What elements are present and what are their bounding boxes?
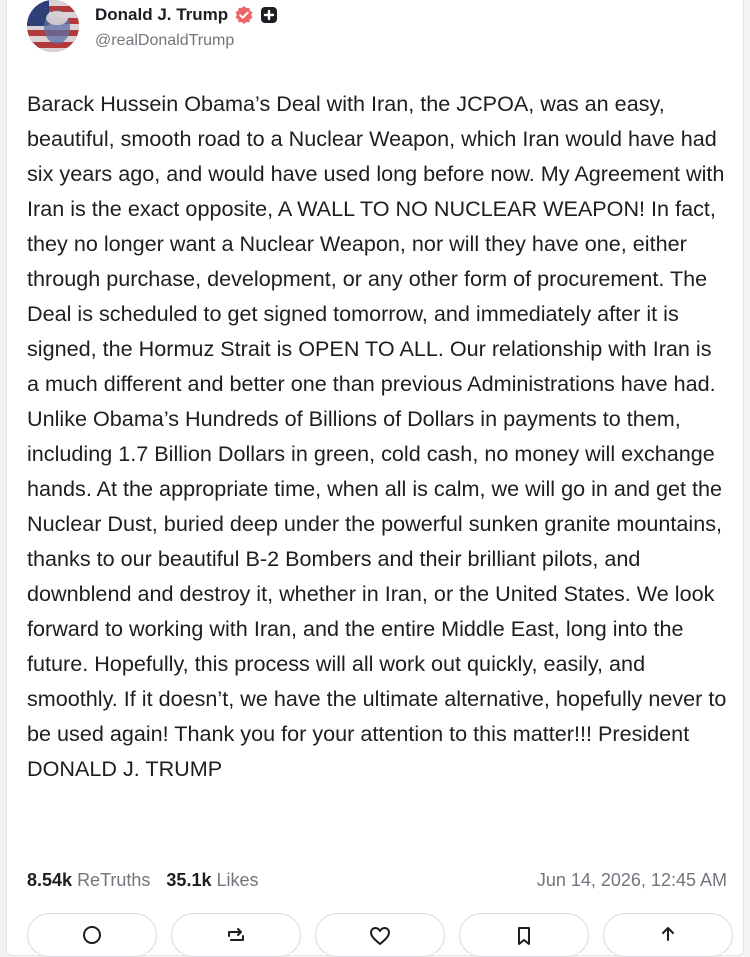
post-card	[6, 0, 744, 956]
post-timestamp[interactable]: Jun 14, 2026, 12:45 AM	[536, 869, 727, 890]
action-bar	[27, 913, 747, 953]
plus-badge-icon	[260, 6, 278, 24]
avatar[interactable]	[27, 0, 79, 52]
reply-button[interactable]	[27, 913, 157, 957]
author-name-row	[95, 3, 278, 27]
reply-icon	[80, 924, 104, 948]
share-button[interactable]	[603, 913, 733, 957]
bookmark-button[interactable]	[459, 913, 589, 957]
retruth-icon	[224, 924, 248, 948]
verified-badge-icon	[234, 5, 254, 25]
retruths-label: ReTruths	[77, 869, 151, 890]
author-handle[interactable]: @realDonaldTrump	[95, 32, 235, 49]
retruth-button[interactable]	[171, 913, 301, 957]
like-button[interactable]	[315, 913, 445, 957]
retruths-count: 8.54k	[27, 869, 73, 890]
avatar-image	[27, 0, 79, 52]
likes-stat[interactable]	[166, 870, 258, 891]
retruths-stat[interactable]	[27, 870, 150, 891]
share-icon	[656, 924, 680, 948]
likes-label: Likes	[216, 869, 259, 890]
likes-count: 35.1k	[166, 869, 212, 890]
display-name[interactable]: Donald J. Trump	[95, 5, 229, 24]
bookmark-icon	[512, 924, 536, 948]
post-text: Barack Hussein Obama’s Deal with Iran, the JCPOA, was an easy, beautiful, smooth road to a Nuclear Weapon, which Iran would have had six years ago, and would have used long before now. My Agreement with Iran is the exact opposite, A WALL TO NO NUCLEAR WEAPON! In fact, they no longer want a Nuclear Weapon, nor will they have one, either through purchase, development, or any other form of procurement. The Deal is scheduled to get signed tomorrow, and immediately after it is signed, the Hormuz Strait is OPEN TO ALL. Our relationship with Iran is a much different and better one than previous Administrations have had. Unlike Obama’s Hundreds of Billions of Dollars in payments to them, including 1.7 Billion Dollars in green, cold cash, no money will exchange hands. At the appropriate time, when all is calm, we will go in and get the Nuclear Dust, buried deep under the powerful sunken granite mountains, thanks to our beautiful B-2 Bombers and their brilliant pilots, and downblend and destroy it, whether in Iran, or the United States. We look forward to working with Iran, and the entire Middle East, long into the future. Hopefully, this process will all work out quickly, easily, and smoothly. If it doesn’t, we have the ultimate alternative, hopefully never to be used again! Thank you for your attention to this matter!!! President DONALD J. TRUMP	[27, 91, 727, 781]
heart-icon	[368, 924, 392, 948]
post-stats	[27, 867, 727, 893]
